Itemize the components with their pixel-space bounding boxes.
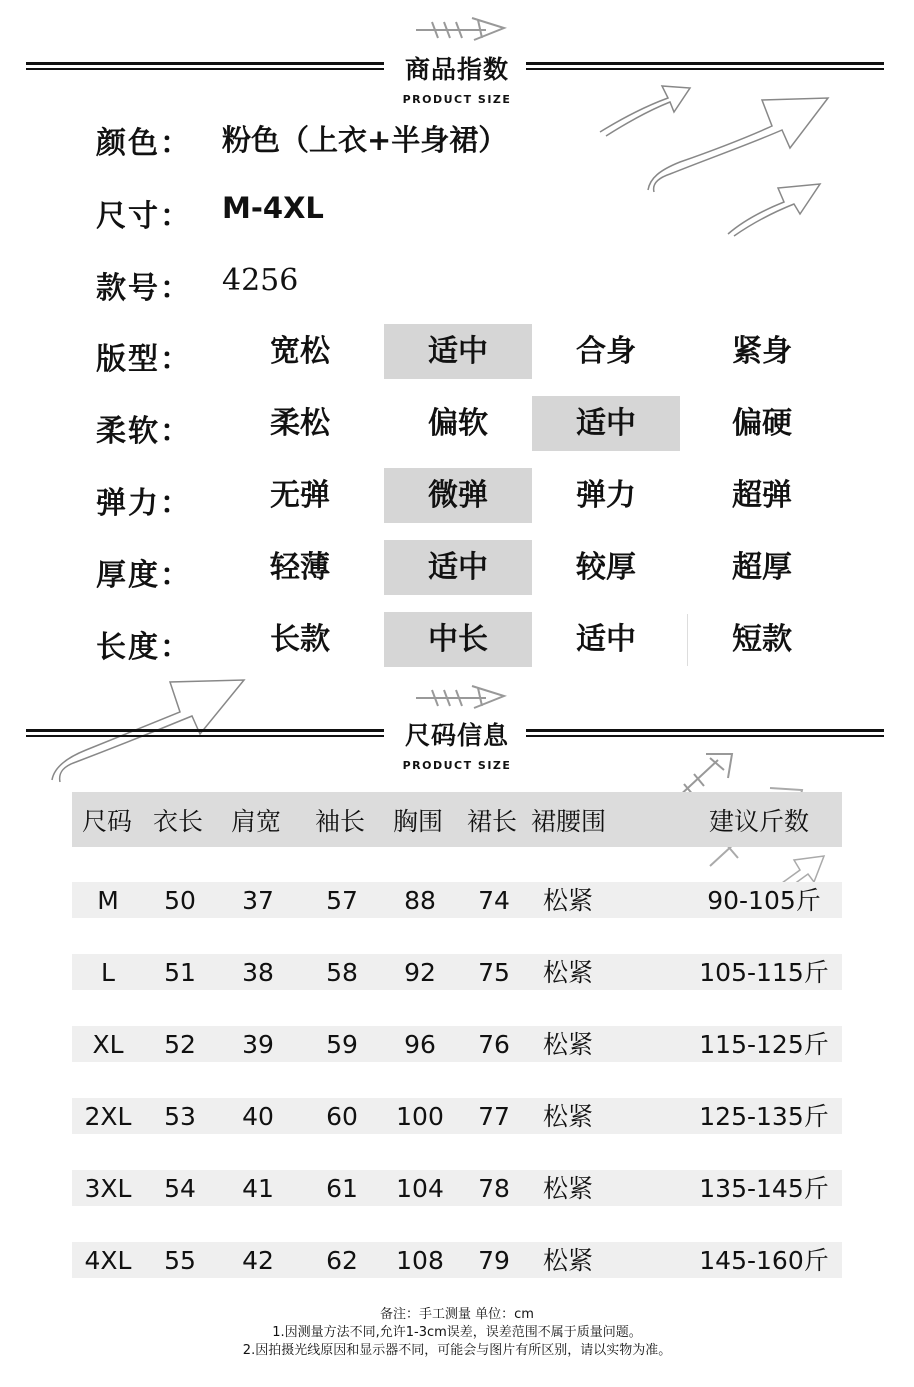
attribute-label: 柔软： (96, 414, 192, 449)
table-cell: 37 (242, 886, 274, 915)
table-cell: 125-135斤 (699, 1102, 829, 1131)
table-cell: 39 (242, 1030, 274, 1059)
attribute-option-selected: 微弹 (384, 468, 532, 523)
note-remark: 备注：手工测量 单位：cm (380, 1307, 534, 1322)
attribute-option: 轻薄 (270, 550, 330, 585)
table-cell: 54 (164, 1174, 196, 1203)
attribute-option: 宽松 (270, 334, 330, 369)
table-cell: 松紧 (542, 1174, 593, 1203)
table-cell: 88 (404, 886, 436, 915)
attribute-option-selected: 中长 (384, 612, 532, 667)
table-cell: 90-105斤 (707, 886, 821, 915)
section-title-product: 商品指数 (404, 55, 509, 84)
fishbone-arrow-icon (412, 680, 512, 710)
table-cell: 100 (396, 1102, 444, 1131)
table-cell: 松紧 (542, 1102, 593, 1131)
size-label: 尺寸： (96, 199, 192, 234)
attribute-option: 紧身 (732, 334, 792, 369)
table-cell: 松紧 (542, 958, 593, 987)
table-cell: 58 (326, 958, 358, 987)
attribute-option: 长款 (270, 622, 330, 657)
attribute-option: 超厚 (732, 550, 792, 585)
header-rule-left (26, 62, 384, 71)
column-header: 建议斤数 (709, 807, 810, 836)
size-value: M-4XL (222, 191, 324, 225)
fishbone-arrow-icon (412, 12, 512, 42)
table-cell: 76 (478, 1030, 510, 1059)
table-cell: 松紧 (542, 886, 593, 915)
header-rule-right (526, 62, 884, 71)
table-cell: 145-160斤 (699, 1246, 829, 1275)
table-cell: 62 (326, 1246, 358, 1275)
attribute-option: 柔松 (270, 406, 330, 441)
color-label: 颜色： (96, 126, 192, 161)
style-number-label: 款号： (96, 271, 192, 306)
attribute-option: 短款 (732, 622, 792, 657)
table-cell: 75 (478, 958, 510, 987)
column-header: 裙腰围 (531, 807, 607, 836)
attribute-label: 版型： (96, 342, 192, 377)
table-cell: 78 (478, 1174, 510, 1203)
column-header: 袖长 (315, 807, 366, 836)
column-header: 衣长 (153, 807, 204, 836)
section-title-size: 尺码信息 (404, 721, 509, 750)
table-cell: 77 (478, 1102, 510, 1131)
header-rule-left (26, 729, 384, 738)
attribute-option: 无弹 (270, 478, 330, 513)
arrow-doodle-icon (46, 658, 250, 786)
attribute-option-selected: 适中 (384, 324, 532, 379)
column-header: 裙长 (467, 807, 518, 836)
table-cell: 40 (242, 1102, 274, 1131)
table-cell: 松紧 (542, 1030, 593, 1059)
attribute-label: 厚度： (96, 558, 192, 593)
table-cell: 96 (404, 1030, 436, 1059)
section-subtitle-size: PRODUCT SIZE (402, 759, 512, 772)
attribute-option: 偏硬 (732, 406, 792, 441)
table-cell: 38 (242, 958, 274, 987)
table-cell: 79 (478, 1246, 510, 1275)
color-value: 粉色（上衣+半身裙） (222, 123, 508, 157)
table-cell: 105-115斤 (699, 958, 829, 987)
table-cell: 61 (326, 1174, 358, 1203)
table-cell: 52 (164, 1030, 196, 1059)
attribute-option: 偏软 (428, 406, 488, 441)
attribute-option: 超弹 (732, 478, 792, 513)
column-header: 肩宽 (231, 807, 282, 836)
table-cell: 57 (326, 886, 358, 915)
header-rule-right (526, 729, 884, 738)
attribute-option: 适中 (576, 622, 636, 657)
arrow-doodle-icon (724, 174, 828, 238)
attribute-label: 弹力： (96, 486, 192, 521)
section-subtitle-product: PRODUCT SIZE (402, 93, 512, 106)
table-cell: 115-125斤 (699, 1030, 829, 1059)
table-cell: 59 (326, 1030, 358, 1059)
attribute-option-selected: 适中 (532, 396, 680, 451)
attribute-label: 长度： (96, 630, 192, 665)
table-cell: 42 (242, 1246, 274, 1275)
table-cell: 3XL (84, 1174, 132, 1203)
note-tolerance: 1.因测量方法不同,允许1-3cm误差，误差范围不属于质量问题。 (272, 1325, 642, 1340)
table-cell: XL (92, 1030, 124, 1059)
attribute-option: 弹力 (576, 478, 636, 513)
table-cell: 50 (164, 886, 196, 915)
table-cell: 53 (164, 1102, 196, 1131)
table-cell: 4XL (84, 1246, 132, 1275)
table-cell: 2XL (84, 1102, 132, 1131)
column-header: 胸围 (393, 807, 444, 836)
table-cell: 41 (242, 1174, 274, 1203)
note-color-difference: 2.因拍摄光线原因和显示器不同，可能会与图片有所区别，请以实物为准。 (242, 1343, 672, 1358)
table-cell: 108 (396, 1246, 444, 1275)
option-divider (687, 614, 688, 666)
attribute-option-selected: 适中 (384, 540, 532, 595)
table-cell: M (97, 886, 119, 915)
attribute-option: 合身 (576, 334, 636, 369)
table-cell: 92 (404, 958, 436, 987)
table-cell: L (101, 958, 115, 987)
table-cell: 135-145斤 (699, 1174, 829, 1203)
table-cell: 55 (164, 1246, 196, 1275)
style-number-value: 4256 (222, 263, 299, 298)
table-cell: 60 (326, 1102, 358, 1131)
table-cell: 松紧 (542, 1246, 593, 1275)
attribute-option: 较厚 (576, 550, 636, 585)
table-cell: 74 (478, 886, 510, 915)
table-cell: 51 (164, 958, 196, 987)
table-cell: 104 (396, 1174, 444, 1203)
column-header: 尺码 (82, 807, 133, 836)
